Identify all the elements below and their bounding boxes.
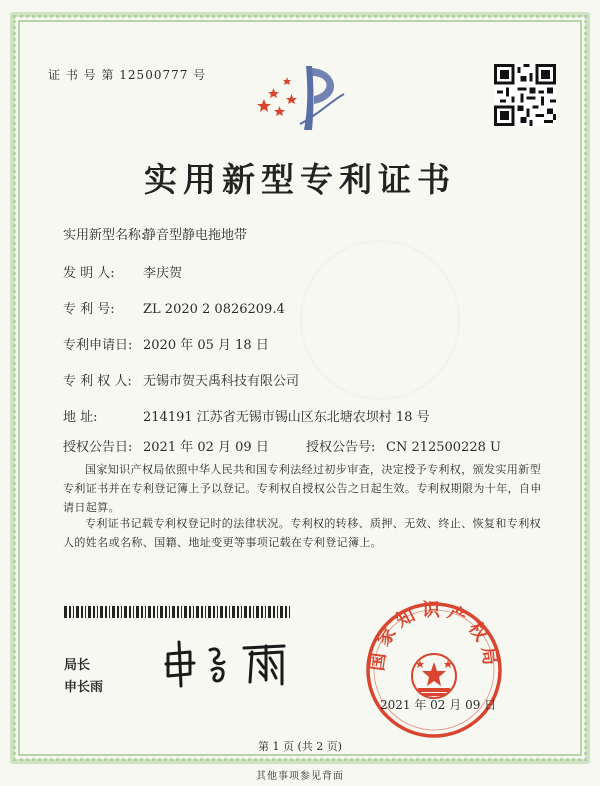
inventor-row bbox=[63, 262, 182, 281]
barcode-bar bbox=[261, 606, 263, 618]
barcode-bar bbox=[172, 606, 175, 618]
barcode-bar bbox=[289, 606, 290, 618]
barcode-bar bbox=[73, 606, 74, 618]
body-paragraph-1 bbox=[63, 460, 543, 517]
barcode-bar bbox=[93, 606, 95, 618]
barcode-bar bbox=[253, 606, 254, 618]
utility-model-name-row bbox=[63, 224, 247, 243]
barcode-bar bbox=[241, 606, 242, 618]
barcode-bar bbox=[100, 606, 103, 618]
patentee-row bbox=[63, 370, 299, 389]
barcode-bar bbox=[153, 606, 155, 618]
barcode-bar bbox=[184, 606, 187, 618]
patentee-label: 专 利 权 人: bbox=[63, 374, 132, 389]
inventor-label: 发 明 人: bbox=[63, 266, 115, 281]
patent-number-label: 专 利 号: bbox=[63, 302, 115, 317]
grant-date-label: 授权公告日: bbox=[63, 440, 133, 455]
barcode-bar bbox=[225, 606, 227, 618]
background-watermark bbox=[300, 240, 460, 400]
body-paragraph-1-text: 国家知识产权局依照中华人民共和国专利法经过初步审查，决定授予专利权，颁发实用新型专利证书并在专利登记簿上予以登记。专利权自授权公告之日起生效。专利权期限为十年，自申请日起算。 bbox=[63, 463, 542, 514]
address-value: 214191 江苏省无锡市锡山区东北塘农坝村 18 号 bbox=[143, 410, 430, 425]
barcode-bar bbox=[256, 606, 259, 618]
utility-model-name-value: 静音型静电拖地带 bbox=[143, 228, 248, 243]
barcode-bar bbox=[109, 606, 110, 618]
patentee-value: 无锡市贺天禹科技有限公司 bbox=[143, 374, 300, 389]
barcode-bar bbox=[117, 606, 119, 618]
barcode-bar bbox=[277, 606, 278, 618]
seal-text: 国家知识产权局 bbox=[367, 600, 501, 673]
filing-date-label: 专利申请日: bbox=[63, 338, 133, 353]
director-title: 局长 bbox=[64, 658, 91, 673]
barcode-bar bbox=[193, 606, 194, 618]
barcode bbox=[64, 606, 292, 618]
official-seal bbox=[362, 598, 506, 742]
body-paragraph-2 bbox=[63, 514, 543, 552]
barcode-bar bbox=[133, 606, 134, 618]
barcode-bar bbox=[85, 606, 86, 618]
page-indicator: 第 1 页 (共 2 页) bbox=[257, 740, 343, 753]
barcode-bar bbox=[232, 606, 235, 618]
address-label: 地 址: bbox=[63, 410, 98, 425]
publication-number-label: 授权公告号: bbox=[306, 440, 376, 455]
barcode-bar bbox=[169, 606, 170, 618]
barcode-bar bbox=[121, 606, 122, 618]
barcode-bar bbox=[64, 606, 67, 618]
grant-date-value: 2021 年 02 月 09 日 bbox=[143, 440, 269, 455]
certificate-number-value: 第 12500777 号 bbox=[101, 68, 207, 82]
barcode-bar bbox=[189, 606, 191, 618]
publication-number-row bbox=[306, 436, 501, 455]
director-name: 申长雨 bbox=[64, 680, 104, 695]
inventor-value: 李庆贺 bbox=[143, 266, 183, 281]
barcode-bar bbox=[273, 606, 275, 618]
barcode-bar bbox=[196, 606, 199, 618]
barcode-bar bbox=[165, 606, 167, 618]
barcode-bar bbox=[205, 606, 206, 618]
barcode-bar bbox=[265, 606, 266, 618]
barcode-bar bbox=[69, 606, 71, 618]
barcode-bar bbox=[157, 606, 158, 618]
barcode-bar bbox=[208, 606, 211, 618]
cnipa-logo bbox=[256, 58, 352, 134]
barcode-bar bbox=[201, 606, 203, 618]
qr-code bbox=[494, 64, 556, 126]
certificate-number-label: 证 书 号 bbox=[48, 68, 97, 82]
barcode-bar bbox=[97, 606, 98, 618]
barcode-bar bbox=[81, 606, 83, 618]
handwritten-signature bbox=[160, 636, 300, 690]
barcode-bar bbox=[244, 606, 247, 618]
barcode-bar bbox=[217, 606, 218, 618]
barcode-bar bbox=[129, 606, 131, 618]
barcode-bar bbox=[160, 606, 163, 618]
filing-date-row bbox=[63, 334, 269, 353]
barcode-bar bbox=[124, 606, 127, 618]
barcode-bar bbox=[105, 606, 107, 618]
barcode-bar bbox=[268, 606, 271, 618]
certificate-number bbox=[48, 66, 206, 83]
barcode-bar bbox=[229, 606, 230, 618]
barcode-bar bbox=[249, 606, 251, 618]
patent-number-value: ZL 2020 2 0826209.4 bbox=[143, 302, 285, 317]
barcode-bar bbox=[136, 606, 139, 618]
barcode-bar bbox=[112, 606, 115, 618]
barcode-bar bbox=[237, 606, 239, 618]
grant-date-row bbox=[63, 436, 269, 455]
barcode-bar bbox=[181, 606, 182, 618]
back-note: 其他事项参见背面 bbox=[256, 771, 344, 782]
barcode-bar bbox=[141, 606, 143, 618]
certificate-title: 实用新型专利证书 bbox=[144, 160, 456, 199]
barcode-bar bbox=[88, 606, 91, 618]
barcode-bar bbox=[285, 606, 287, 618]
body-paragraph-2-text: 专利证书记载专利权登记时的法律状况。专利权的转移、质押、无效、终止、恢复和专利权人的姓名或名称、国籍、地址变更等事项记载在专利登记簿上。 bbox=[63, 517, 541, 549]
barcode-bar bbox=[213, 606, 215, 618]
address-row bbox=[63, 406, 430, 425]
filing-date-value: 2020 年 05 月 18 日 bbox=[143, 338, 269, 353]
svg-text:国家知识产权局 bbox=[367, 599, 501, 672]
seal-date: 2021 年 02 月 09 日 bbox=[380, 698, 497, 712]
patent-number-row bbox=[63, 298, 285, 317]
utility-model-name-label: 实用新型名称: bbox=[63, 228, 146, 243]
publication-number-value: CN 212500228 U bbox=[386, 440, 501, 455]
barcode-bar bbox=[148, 606, 151, 618]
barcode-bar bbox=[145, 606, 146, 618]
barcode-bar bbox=[76, 606, 79, 618]
barcode-bar bbox=[177, 606, 179, 618]
barcode-bar bbox=[220, 606, 223, 618]
barcode-bar bbox=[280, 606, 283, 618]
